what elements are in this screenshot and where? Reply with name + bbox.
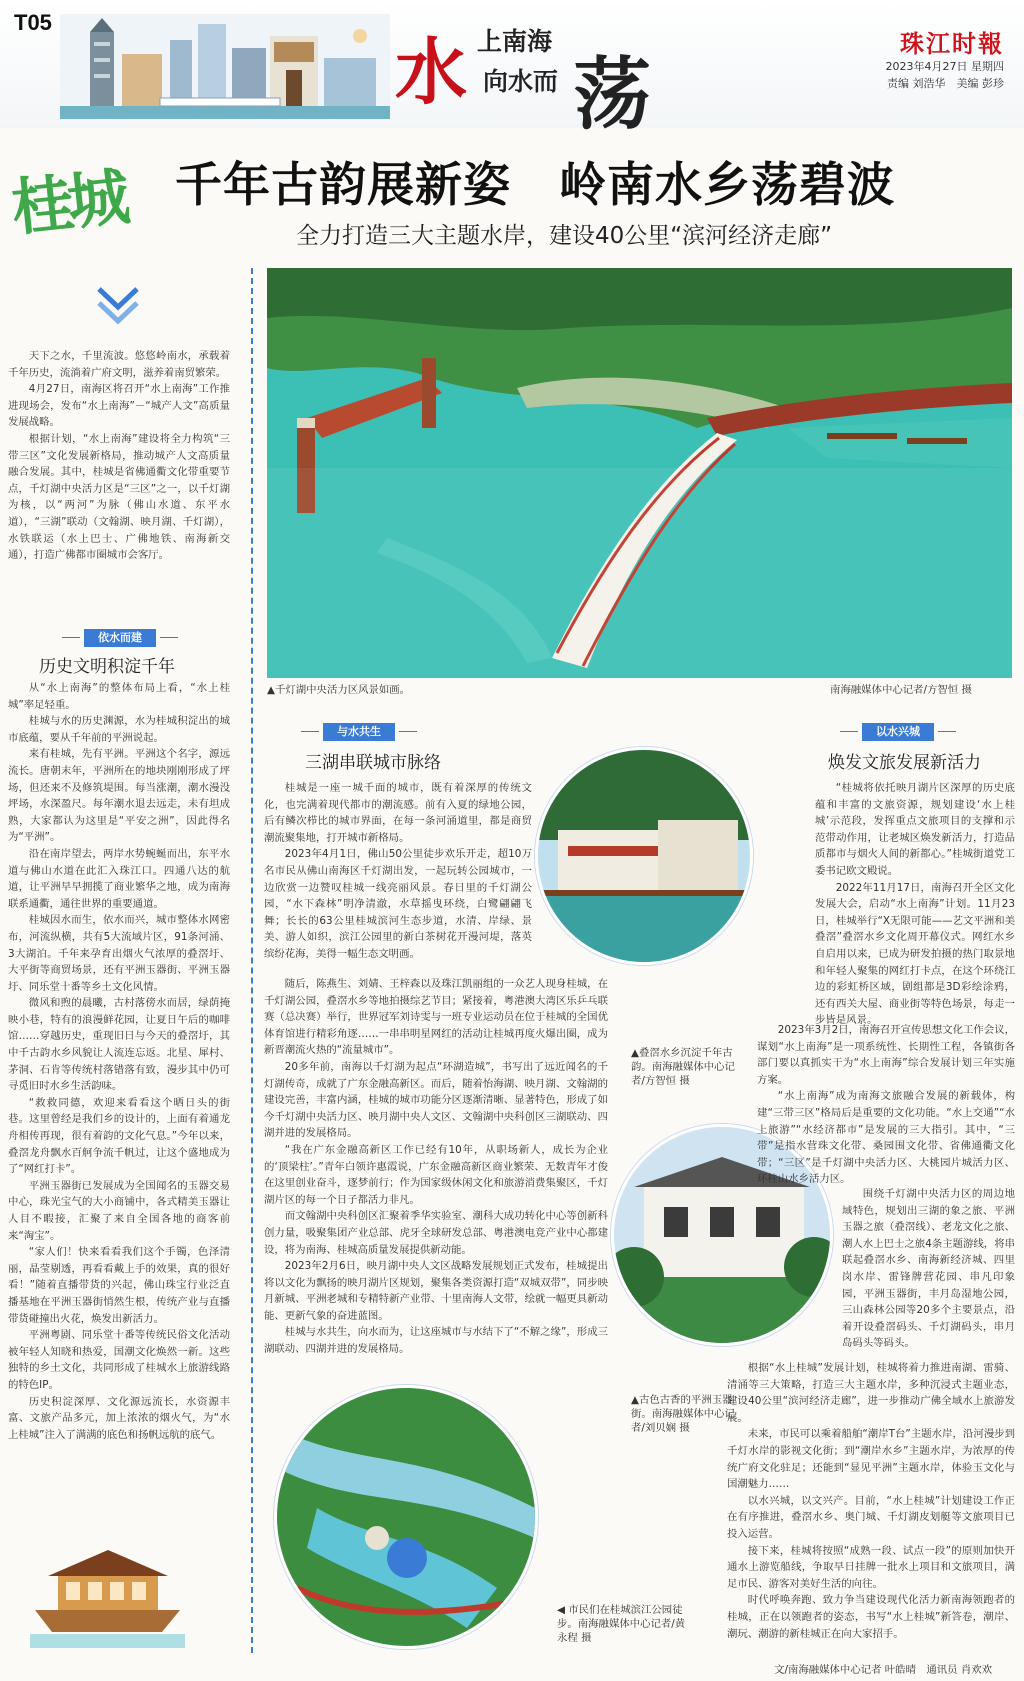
vitality-text-top	[815, 780, 1015, 1029]
article-byline: 文/南海融媒体中心记者 叶皓晴 通讯员 肖欢欢	[774, 1664, 992, 1676]
history-paragraph: “家人们！快来看看我们这个手镯，色泽清丽，晶莹剔透，再看看戴上手的效果，真的很好看！”随着直播带货的兴起，佛山珠宝行业泛直播基地在平洲玉器街悄然生根，传统产业与直播带货碰撞出火花，焕发出新活力。	[8, 1246, 230, 1325]
lakes-paragraph: 20多年前，南海以千灯湖为起点“环湖造城”，书写出了远近闻名的千灯湖传奇，成就了广东金融高新区。而后，随着怡海湖、映月湖、文翰湖的建设完善，丰富内涵，桂城的城市功能分区逐渐清晰、显著特色，形成了如今千灯湖中央活力区、映月湖中央人文区、文翰湖中央科创区三湖联动、四湖并进的发展格局。	[264, 1060, 608, 1140]
headline: 千年古韵展新姿 岭南水乡荡碧波	[175, 158, 895, 213]
section-title-history: 历史文明积淀千年	[39, 657, 175, 677]
section-tag-vitality: 以水兴城	[862, 723, 934, 741]
intro-text	[8, 348, 230, 564]
vitality-text-middle	[757, 1022, 1015, 1188]
intro-paragraph: 根据计划，“水上南海”建设将全力构筑“三带三区”文化发展新格局，推动城产人文高质量融合发展。其中，桂城是省佛通衢文化带重要节点，千灯湖中央活力区是“三区”之一，以千灯湖为核，以“两河”为脉（佛山水道、东平水道），“三湖”联动（文翰湖、映月湖、千灯湖），水铁联运（水上巴士、广佛地铁、南海新交通），打造广佛都市圈城市会客厅。	[8, 432, 230, 562]
history-paragraph: 历史积淀深厚、文化源远流长，水资源丰富、文旅产品多元，加上浓浓的烟火气，为“水上桂城”注入了满满的底色和扬帆远航的底气。	[8, 1395, 230, 1441]
vitality-paragraph: 时代呼唤奔跑、致力争当建设现代化活力新南海领跑者的桂城，正在以领跑者的姿态，书写“水上桂城”新答卷，潮岸、潮玩、潮游的新桂城正在向大家招手。	[727, 1594, 1015, 1640]
page-number: T05	[14, 10, 52, 35]
lakes-text-bottom	[264, 976, 608, 1358]
masthead-line1: 上南海	[477, 27, 553, 56]
main-photo-caption: ▲千灯湖中央活力区风景如画。	[267, 684, 411, 696]
vitality-text-beside-photo	[842, 1186, 1015, 1352]
lakes-paragraph: 随后，陈燕生、刘婧、王梓森以及珠江凯丽组的一众艺人现身桂城，在千灯湖公园，叠滘水乡等地拍摄综艺节目；紧接着，粤港澳大湾区乐乒乓联赛（总决赛）举行，世界冠军刘诗雯与一班专业运动员在位于桂城的全国优体育馆进行精彩角逐……一串串明星网红的活动让桂城再度火爆出圈，成为新晋潮流火热的“流量城市”。	[264, 978, 608, 1057]
issue-date: 2023年4月27日 星期四	[885, 60, 1004, 73]
subheadline: 全力打造三大主题水岸，建设40公里“滨河经济走廊”	[296, 223, 833, 249]
circle-photo-riverside-park	[274, 1385, 538, 1649]
vitality-paragraph: “桂城将依托映月湖片区深厚的历史底蕴和丰富的文旅资源，规划建设‘水上桂城’示范段，发挥重点文旅项目的支撑和示范带动作用，让老城区焕发新活力，打造品质都市与烟火人间的新都心。”桂城街道党工委书记欧文殿说。	[815, 782, 1015, 877]
main-photo-credit: 南海融媒体中心记者/方智恒 摄	[830, 684, 972, 696]
circle-photo-waterfront	[535, 747, 753, 965]
vitality-paragraph: 2022年11月17日，南海召开全区文化发展大会，启动“水上南海”计划。11月23日，桂城举行“X无限可能——艺文平洲和美叠滘”叠滘水乡文化周开幕仪式。网红水乡自启用以来，已成为研发拍摄的热门取景地和年轻人聚集的网红打卡点，在这个环绕江边的彩虹桥区域，剧组都是3D彩绘涂鸦，还有西关大屋、商业街等特色场景，每走一步皆是风景。	[815, 881, 1015, 1027]
vitality-paragraph: 接下来，桂城将按照“成熟一段、试点一段”的原则加快开通水上游览船线，争取早日挂牌一批水上项目和文旅项目，满足市民、游客对美好生活的向往。	[727, 1544, 1015, 1590]
circle3-caption: ◀ 市民们在桂城滨江公园徒步。南海融媒体中心记者/黄永程 摄	[557, 1604, 686, 1644]
history-paragraph: “救救同德，欢迎来看看这个晒日头的街巷。这里曾经是我们乡的设计的，上面有着通龙舟相传再现，很有着韵的文化气息。”今年以来，叠滘龙舟飘水百舸争流千帆过，让这个盛地成为了“网红打卡”。	[8, 1096, 230, 1176]
vitality-paragraph: 2023年3月2日，南海召开宣传思想文化工作会议，谋划“水上南海”是一项系统性、长期性工程，各镇街各部门要以真抓实干为“水上南海”综合发展计划三年实施方案。	[757, 1024, 1015, 1086]
history-text	[8, 680, 230, 1443]
district-title: 桂城	[8, 160, 128, 245]
newspaper-name: 珠江时報	[900, 29, 1004, 58]
section-tag-lakes: 与水共生	[323, 723, 395, 741]
lakes-paragraph: 而文翰湖中央科创区汇聚着季华实验室、潮科大成功转化中心等创新科创力量，吸聚集团产业总部、虎牙全球研发总部、粤港澳电竞产业中心都建设，将为南海、桂城高质量发展提供新动能。	[264, 1210, 608, 1256]
history-paragraph: 微风和煦的晨曦，古村落傍水而居，绿荫掩映小巷，特有的浪漫鲜花园，让夏日午后的咖啡馆……穿越历史，重现旧日与今天的叠滘圩，其中千古韵水乡风貌让人流连忘返。北星、犀村、茅洞、石肯等传统村落错落有致，漫步其中仍可寻觅旧时水乡生活韵味。	[8, 997, 230, 1093]
circle2-caption: ▲古色古香的平洲玉器街。南海融媒体中心记者/刘贝娴 摄	[631, 1394, 735, 1434]
vitality-paragraph: 围绕千灯湖中央活力区的周边地域特色，规划出三湖的象之旅、平洲玉器之旅（叠滘线）、老龙文化之旅、潮人水上巴士之旅4条主题游线，将串联起叠滘水乡、南海新经济城、四里岗水岸、雷锋牌营花园、串凡印象园，平洲玉器街，丰月岛湿地公园，三山森林公园等20多个主要景点，沿着开设叠滘码头、千灯湖码头，串月岛码头等码头。	[842, 1188, 1015, 1350]
circle1-caption: ▲叠滘水乡沉淀千年古韵。南海融媒体中心记者/方智恒 摄	[631, 1047, 735, 1087]
main-photo	[267, 268, 1012, 678]
vitality-paragraph: 根据“水上桂城”发展计划，桂城将着力推进南湖、雷骑、清涌等三大策略，打造三大主题水岸，多种沉浸式主题业态，建设40公里“滨河经济走廊”，进一步推动广佛全域水上旅游发展。	[727, 1362, 1015, 1424]
section-title-lakes: 三湖串联城市脉络	[305, 753, 441, 773]
history-paragraph: 来有桂城，先有平洲。平洲这个名字，源远流长。唐朝末年，平洲所在的地块刚刚形成了坪场，但还来不及修筑堤围。每当涨潮，潮水漫没坪场，水深盈尺。每年潮水退去远走，未有坦成熟，大家都认为这里是“平安之洲”，因此得名为“平洲”。	[8, 748, 230, 844]
masthead-char-water: 水	[395, 29, 468, 114]
section-title-vitality: 焕发文旅发展新活力	[828, 753, 981, 773]
boat-illustration	[30, 1528, 185, 1648]
lakes-paragraph: “我在广东金融高新区工作已经有10年，从职场新人，成长为企业的‘顶梁柱’。”青年白领许惠霞说，广东金融高新区商业繁荣、无数青年才俊在这里创业奋斗，逐梦前行；作为国家级休闲文化和旅游消费集聚区，千灯湖片区的每一个日子都活力非凡。	[264, 1143, 608, 1206]
history-paragraph: 平洲玉器街已发展成为全国闻名的玉器交易中心，珠光宝气的大小商铺中，各式精美玉器让人目不暇接，汇聚了来自全国各地的商客前来“淘宝”。	[8, 1179, 230, 1242]
masthead-line2: 向水而	[483, 67, 559, 96]
intro-paragraph: 4月27日，南海区将召开“水上南海”工作推进现场会，发布“水上南海”－“城产人文”高质量发展战略。	[8, 383, 230, 429]
column-masthead	[395, 10, 675, 140]
history-paragraph: 桂城与水的历史渊源，水为桂城积淀出的城市底蕴，要从千年前的平洲说起。	[8, 715, 230, 744]
editor-credits: 责编 刘浩华 美编 彭珍	[887, 77, 1004, 90]
history-paragraph: 沿在南岸望去，两岸水势蜿蜒而出，东平水道与佛山水道在此汇入珠江口。四通八达的航道，让平洲早早拥揽了商业繁华之地，成为南海联系通衢，通往世界的重要通道。	[8, 847, 230, 910]
history-paragraph: 桂城因水而生，依水而兴，城市整体水网密布，河流纵横，共有5大流域片区，91条河涌、3大湖泊。千年来孕育出烟火气浓厚的叠滘圩、大平街等商贸场景，还有平洲玉器街、平洲玉器圩、同乐堂十番等乡土文化风情。	[8, 914, 230, 993]
intro-paragraph: 天下之水，千里流波。悠悠岭南水，承载着千年历史，流淌着广府文明，滋养着南贸繁荣。	[8, 350, 230, 379]
masthead-char-dang: 荡	[573, 49, 652, 140]
section-tag-history: 依水而建	[84, 629, 156, 647]
lakes-paragraph: 2023年2月6日，映月湖中央人文区战略发展规划正式发布，桂城提出将以文化为飘扬的映月湖片区规划，聚集各类资源打造“双城双带”，同步映月新城、平洲老城和专精特新产业带、十里南海人文带，绘就一幅更具新动能、更新气象的奋进蓝图。	[264, 1260, 608, 1322]
vitality-text-bottom	[727, 1360, 1015, 1642]
lakes-text-top	[264, 780, 532, 963]
lakes-paragraph: 桂城是一座一城千面的城市，既有着深厚的传统文化，也完满着现代都市的潮流感。前有入夏的绿地公园，后有鳞次栉比的城市界面，在每一条河涌道里，都是商贸潮流聚集地，打开城市新格局。	[264, 782, 532, 844]
column-divider	[251, 268, 253, 1653]
lakes-paragraph: 2023年4月1日，佛山50公里徒步欢乐开走，超10万名市民从佛山南海区千灯湖出发，一起玩转公园城市，一边欣赏一边赞叹桂城一线亮丽风景。春日里的千灯湖公园，“水下森林”明净清澈，水草摇曳环绕，白鹭翩翩飞舞；长长的63公里桂城滨河生态步道，水清、岸绿、景美、游人如织，滨江公园里的新白茶树花开漫河堤，落英缤纷花海，美得一幅生态文明画。	[264, 848, 532, 960]
history-paragraph: 平洲粤剧、同乐堂十番等传统民俗文化活动被年轻人知晓和热爱，国潮文化焕然一新。这些独特的乡土文化，共同形成了桂城水上旅游线路的特色IP。	[8, 1329, 230, 1391]
chevron-down-icon	[95, 283, 141, 329]
vitality-paragraph: 以水兴城，以文兴产。目前，“水上桂城”计划建设工作正在有序推进，叠滘水乡、奥门城、千灯湖皮划艇等文旅项目已投入运营。	[727, 1494, 1015, 1540]
vitality-paragraph: 未来，市民可以乘着船舶“潮岸T台”主题水岸，沿河漫步到千灯水岸的影视文化街；到“潮岸水乡”主题水岸，为浓厚的传统广府文化驻足；还能到“显见平洲”主题水岸，体验玉文化与国潮魅力……	[727, 1428, 1015, 1491]
lakes-paragraph: 桂城与水共生，向水而为，让这座城市与水结下了“不解之缘”，形成三湖联动、四湖并进的发展格局。	[264, 1326, 608, 1356]
history-paragraph: 从“水上南海”的整体布局上看，“水上桂城”率足轻重。	[8, 682, 230, 711]
page-header	[0, 0, 1024, 140]
skyline-illustration	[60, 14, 390, 119]
vitality-paragraph: “水上南海”成为南海文旅融合发展的新载体，构建“三带三区”格局后是重要的文化功能。“水上交通”“水上旅游”“水经济都市”是发展的三大指引。其中，“三带”是指水营珠文化带、桑园围文化带、省佛通衢文化带；“三区”是千灯湖中央活力区、大桃园片城活力区、环桂山水乡活力区。	[757, 1090, 1015, 1186]
